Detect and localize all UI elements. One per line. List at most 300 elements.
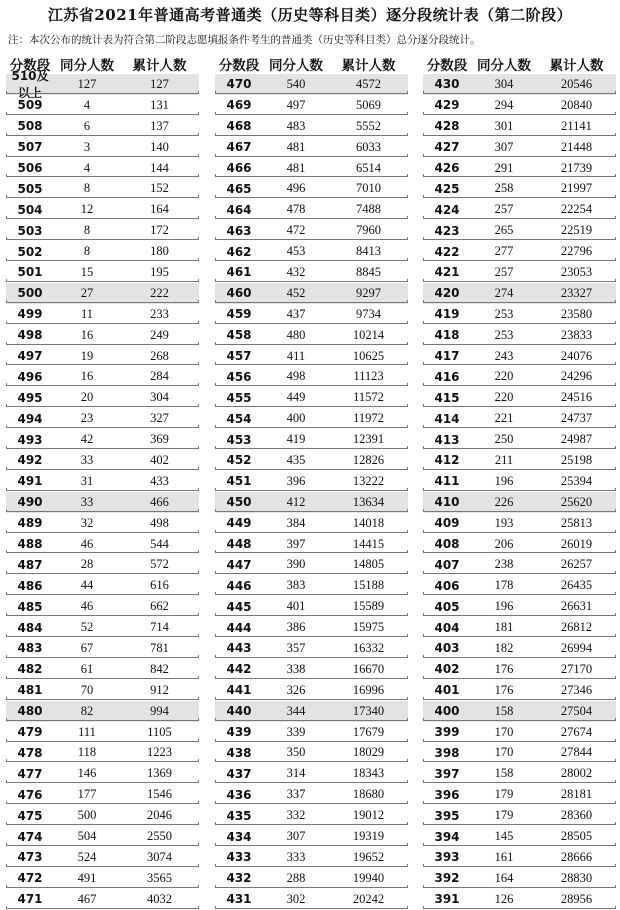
total-cell: 25813 [560,515,593,530]
table-row [423,492,616,513]
row-rule-tick [198,237,199,240]
row-rule-tick [198,258,199,261]
count-cell: 146 [77,766,97,781]
table-row [6,262,199,283]
score-cell: 392 [434,871,460,886]
total-cell: 498 [150,515,169,530]
count-cell: 176 [494,682,514,697]
total-cell: 994 [150,703,169,718]
table-row [6,471,199,492]
row-rule-tick [615,613,616,616]
score-cell: 479 [17,725,43,740]
table-row [6,617,199,638]
score-cell: 440 [226,704,252,719]
score-cell: 426 [434,161,460,175]
total-cell: 27346 [560,682,593,697]
table-row [423,701,616,722]
table-row [423,596,616,617]
count-cell: 177 [77,787,97,802]
count-cell: 357 [286,640,306,655]
table-row [6,199,199,220]
row-rule-tick [198,216,199,219]
row-rule-tick [615,404,616,407]
row-rule-tick [198,571,199,574]
table-row [6,680,199,701]
count-cell: 258 [494,181,514,196]
total-cell: 304 [150,390,169,405]
score-cell: 500 [17,286,43,301]
total-cell: 9297 [356,285,381,300]
total-cell: 21448 [560,139,593,154]
total-cell: 26994 [560,640,593,655]
table-row [215,659,408,680]
count-cell: 82 [80,703,94,718]
count-cell: 467 [77,891,97,906]
total-cell: 20546 [560,76,593,91]
total-cell: 19940 [352,870,385,885]
score-cell: 498 [17,328,43,343]
score-cell: 415 [434,390,460,405]
row-rule-tick [407,634,408,637]
row-rule-tick [407,530,408,533]
count-cell: 145 [494,829,514,843]
table-row [423,429,616,450]
count-cell: 23 [80,411,94,426]
table-row [215,429,408,450]
score-cell: 443 [226,641,252,656]
score-cell: 462 [226,244,252,259]
row-rule-tick [615,300,616,303]
row-rule-tick [615,906,616,909]
score-cell: 499 [17,307,43,322]
table-row [6,408,199,429]
count-cell: 453 [286,244,306,259]
table-row [215,74,408,95]
total-cell: 172 [150,223,169,238]
table-row [215,492,408,513]
count-cell: 4 [83,97,91,112]
total-cell: 164 [150,202,169,217]
row-rule-tick [198,801,199,804]
total-cell: 249 [150,327,169,342]
table-row [215,513,408,534]
row-rule-tick [407,613,408,616]
table-row [423,513,616,534]
table-row [215,743,408,764]
count-cell: 3 [83,139,91,154]
count-cell: 127 [77,76,97,91]
total-cell: 433 [150,473,169,488]
total-cell: 1546 [147,787,172,802]
count-cell: 221 [494,411,514,426]
score-cell: 424 [434,202,460,217]
count-cell: 540 [286,76,306,91]
row-rule-tick [198,843,199,846]
count-cell: 44 [80,578,94,593]
header-count: 同分人数 [477,57,531,74]
row-rule-tick [198,634,199,637]
row-rule-tick [407,864,408,867]
table-note: 注：本次公布的统计表为符合第二阶段志愿填报条件考生的普通类（历史等科目类）总分逐分段统计。 [8,34,481,46]
row-rule-tick [615,530,616,533]
row-rule-tick [198,759,199,762]
row-rule-tick [407,446,408,449]
score-cell: 441 [226,683,252,698]
row-rule-tick [198,509,199,512]
row-rule-tick [615,195,616,198]
total-cell: 662 [150,599,169,614]
row-rule-tick [407,759,408,762]
count-cell: 12 [80,202,94,217]
score-cell: 509 [17,98,43,113]
total-cell: 572 [150,557,169,572]
count-cell: 481 [286,160,306,175]
total-cell: 23833 [560,327,593,342]
row-rule-tick [198,425,199,428]
total-cell: 10625 [352,348,385,363]
score-cell: 485 [17,599,43,614]
row-rule-tick [615,718,616,721]
row-rule-tick [615,383,616,386]
table-row [215,680,408,701]
score-cell: 453 [226,432,252,447]
table-row [6,492,199,513]
count-cell: 386 [286,620,306,635]
score-cell: 439 [226,725,252,740]
total-cell: 466 [150,494,169,509]
count-cell: 126 [494,891,514,906]
count-cell: 42 [80,432,94,447]
total-cell: 23580 [560,306,593,321]
row-rule-tick [407,676,408,679]
row-rule-tick [198,279,199,282]
total-cell: 20840 [560,97,593,112]
score-cell: 504 [17,202,43,217]
row-rule-tick [407,801,408,804]
row-rule-tick [615,550,616,553]
row-rule-tick [615,154,616,157]
score-cell: 428 [434,119,460,134]
score-cell: 481 [17,683,43,698]
count-cell: 8 [83,244,91,259]
score-cell: 471 [17,892,43,907]
count-cell: 344 [286,703,306,718]
row-rule-tick [407,321,408,324]
row-rule-tick [198,383,199,386]
score-cell: 430 [434,77,460,92]
table-row [6,575,199,596]
table-row [215,575,408,596]
score-cell: 450 [226,495,252,510]
count-cell: 164 [494,870,514,885]
table-row [423,784,616,805]
table-row [423,450,616,471]
row-rule-tick [198,530,199,533]
count-cell: 158 [494,703,514,718]
score-cell: 434 [226,829,252,844]
table-row [6,69,199,101]
table-row [6,868,199,889]
table-row [423,325,616,346]
score-cell: 418 [434,328,460,343]
count-cell: 419 [286,432,306,447]
table-row [215,304,408,325]
count-cell: 396 [286,473,306,488]
header-count: 同分人数 [269,57,323,74]
total-cell: 4032 [147,891,172,906]
score-cell: 404 [434,620,460,635]
row-rule-tick [615,425,616,428]
count-cell: 16 [80,369,94,384]
row-rule-tick [615,780,616,783]
total-cell: 7488 [356,202,381,217]
count-cell: 52 [80,620,94,635]
row-rule-tick [198,112,199,115]
row-rule-tick [407,822,408,825]
total-cell: 127 [150,76,169,91]
row-rule-tick [198,488,199,491]
row-rule-tick [407,718,408,721]
count-cell: 412 [286,494,306,509]
count-cell: 161 [494,849,514,864]
total-cell: 26435 [560,578,593,593]
row-rule-tick [615,258,616,261]
row-rule-tick [615,174,616,177]
total-cell: 1369 [147,766,172,781]
row-rule-tick [407,550,408,553]
total-cell: 25198 [560,452,593,467]
table-row [6,283,199,304]
score-cell: 413 [434,432,460,447]
total-cell: 137 [150,118,169,133]
score-cell: 456 [226,369,252,384]
total-cell: 23327 [560,285,593,300]
score-cell: 497 [17,349,43,364]
score-cell: 396 [434,787,460,802]
count-cell: 500 [77,808,97,823]
score-cell: 429 [434,98,460,113]
count-cell: 20 [80,390,94,405]
row-rule-tick [615,321,616,324]
count-cell: 449 [286,390,306,405]
row-rule-tick [407,780,408,783]
row-rule-tick [198,550,199,553]
count-cell: 61 [80,661,94,676]
row-rule-tick [407,404,408,407]
total-cell: 13222 [352,473,385,488]
row-rule-tick [198,91,199,94]
score-cell: 394 [434,829,460,844]
score-cell: 391 [434,892,460,907]
score-cell: 496 [17,369,43,384]
row-rule-tick [198,613,199,616]
score-cell: 452 [226,453,252,468]
row-rule-tick [407,571,408,574]
score-cell: 487 [17,557,43,572]
table-row [6,763,199,784]
count-cell: 178 [494,578,514,593]
score-cell: 445 [226,599,252,614]
row-rule-tick [615,676,616,679]
total-cell: 369 [150,432,169,447]
score-cell: 459 [226,307,252,322]
table-row [423,346,616,367]
count-cell: 483 [286,118,306,133]
table-row [215,137,408,158]
total-cell: 21997 [560,181,593,196]
score-cell: 431 [226,892,252,907]
table-row [215,116,408,137]
score-cell: 411 [434,474,460,489]
row-rule-tick [407,362,408,365]
row-rule-tick [198,885,199,888]
count-cell: 277 [494,244,514,259]
count-cell: 179 [494,808,514,823]
row-rule-tick [615,864,616,867]
score-cell: 477 [17,766,43,781]
count-cell: 480 [286,327,306,342]
row-rule-tick [615,467,616,470]
row-rule-tick [407,300,408,303]
count-cell: 337 [286,787,306,802]
table-row [423,617,616,638]
count-cell: 304 [494,76,514,91]
row-rule-tick [198,697,199,700]
count-cell: 291 [494,160,514,175]
count-cell: 384 [286,515,306,530]
score-cell: 408 [434,537,460,552]
table-row [423,283,616,304]
score-cell: 397 [434,766,460,781]
count-cell: 15 [80,264,94,279]
total-cell: 16670 [352,661,385,676]
table-row [423,659,616,680]
total-cell: 28002 [560,766,593,781]
table-row [215,199,408,220]
row-rule-tick [407,906,408,909]
total-cell: 15188 [352,578,385,593]
total-cell: 28666 [560,849,593,864]
header-total: 累计人数 [549,57,604,74]
total-cell: 18680 [352,787,385,802]
count-cell: 333 [286,849,306,864]
row-rule-tick [407,592,408,595]
table-row [6,554,199,575]
table-row [423,116,616,137]
score-cell: 467 [226,140,252,155]
count-cell: 28 [80,557,94,572]
count-cell: 238 [494,557,514,572]
row-rule-tick [407,195,408,198]
row-rule-tick [198,154,199,157]
total-cell: 180 [150,244,169,259]
row-rule-tick [198,864,199,867]
score-cell: 432 [226,871,252,886]
table-row [6,450,199,471]
total-cell: 19652 [352,849,385,864]
row-rule-tick [615,822,616,825]
total-cell: 16332 [352,640,385,655]
row-rule-tick [198,592,199,595]
score-cell: 510及以上 [11,69,49,101]
score-cell: 438 [226,745,252,760]
total-cell: 28181 [560,787,593,802]
table-row [6,659,199,680]
row-rule-tick [407,342,408,345]
count-cell: 220 [494,369,514,384]
table-row [6,701,199,722]
count-cell: 67 [80,640,94,655]
count-cell: 170 [494,724,514,739]
score-cell: 393 [434,850,460,865]
score-cell: 412 [434,453,460,468]
table-row [215,722,408,743]
score-cell: 461 [226,265,252,280]
score-cell: 458 [226,328,252,343]
table-row [423,366,616,387]
count-cell: 46 [80,599,94,614]
table-row [423,158,616,179]
total-cell: 4572 [356,76,381,91]
score-cell: 407 [434,557,460,572]
row-rule-tick [198,446,199,449]
row-rule-tick [407,885,408,888]
total-cell: 2046 [147,808,172,823]
table-row [6,366,199,387]
score-cell: 495 [17,390,43,405]
table-row [215,325,408,346]
table-row [6,178,199,199]
row-rule-tick [615,237,616,240]
table-row [6,638,199,659]
count-cell: 504 [77,829,97,843]
table-row [215,638,408,659]
table-row [215,805,408,826]
header-total: 累计人数 [132,57,187,74]
table-row [423,554,616,575]
total-cell: 26019 [560,536,593,551]
table-row [6,826,199,847]
score-rows [215,74,408,910]
count-cell: 332 [286,808,306,823]
row-rule-tick [615,885,616,888]
total-cell: 27170 [560,661,593,676]
table-row [6,743,199,764]
score-cell: 442 [226,662,252,677]
count-cell: 211 [494,452,514,467]
table-row [215,158,408,179]
total-cell: 27504 [560,703,593,718]
total-cell: 8413 [356,244,381,259]
count-cell: 118 [77,745,97,760]
total-cell: 13634 [352,494,385,509]
total-cell: 24516 [560,390,593,405]
score-cell: 475 [17,808,43,823]
total-cell: 14805 [352,557,385,572]
count-cell: 497 [286,97,306,112]
total-cell: 11123 [353,369,384,384]
total-cell: 11972 [353,411,384,426]
header-total: 累计人数 [341,57,396,74]
row-rule-tick [615,112,616,115]
row-rule-tick [615,634,616,637]
score-cell: 460 [226,286,252,301]
score-cell: 447 [226,557,252,572]
total-cell: 781 [150,640,169,655]
row-rule-tick [407,739,408,742]
count-cell: 220 [494,390,514,405]
score-cell: 419 [434,307,460,322]
